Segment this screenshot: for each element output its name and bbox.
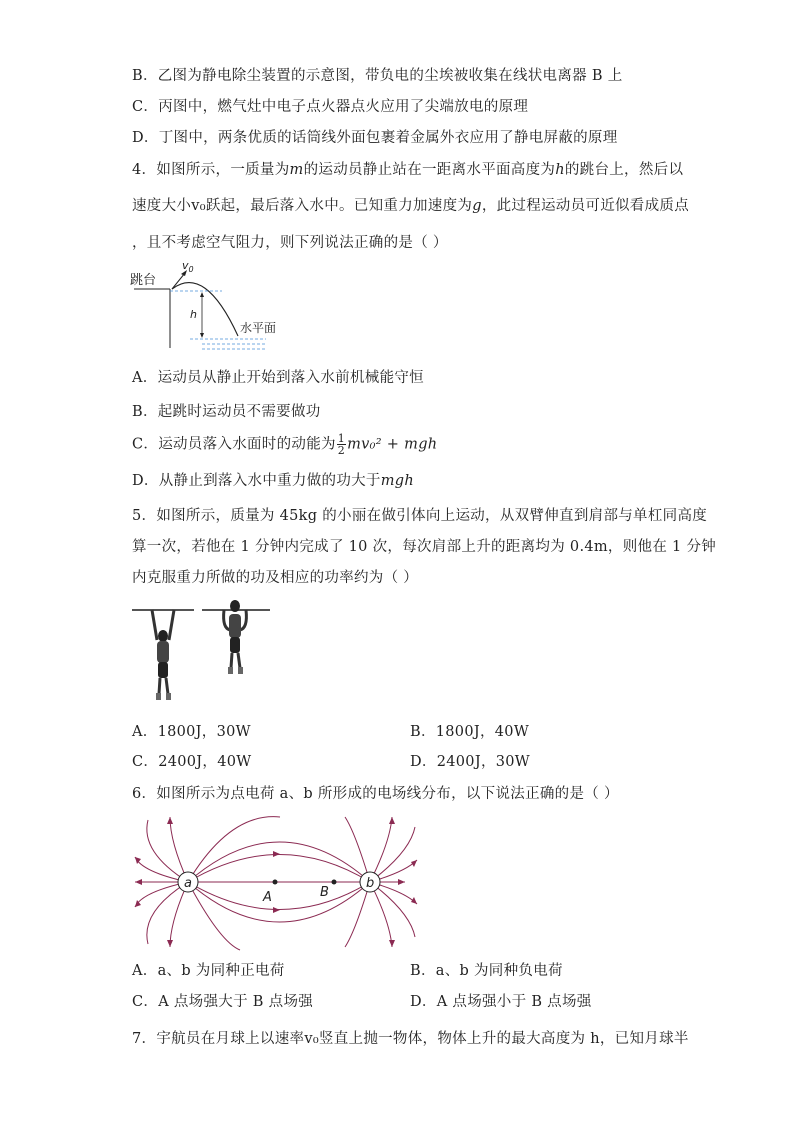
pull-up-figure [130,598,275,710]
q6-option-c: C．A 点场强大于 B 点场强 [132,994,314,1010]
q4-stem-line1: 4．如图所示，一质量为m的运动员静止站在一距离水平面高度为h的跳台上，然后以 [132,162,684,178]
q5-option-c: C．2400J，40W [132,754,252,770]
diving-platform-figure [130,256,280,356]
q3-option-b: B．乙图为静电除尘装置的示意图，带负电的尘埃被收集在线状电离器 B 上 [132,68,623,84]
symbol-h: h [555,162,565,178]
q4-option-b: B．起跳时运动员不需要做功 [132,404,321,420]
point-a-dot [273,880,278,885]
water-surface-label: 水平面 [240,321,277,335]
height-label: h [190,308,197,321]
q5-stem-line3: 内克服重力所做的功及相应的功率约为（ ） [132,570,419,586]
q3-option-d: D．丁图中，两条优质的话筒线外面包裹着金属外衣应用了静电屏蔽的原理 [132,130,618,146]
q4-option-d: D．从静止到落入水中重力做的功大于mgh [132,473,415,489]
fraction-one-half: $\frac{1}{2}$ [337,432,346,457]
symbol-m: m [289,162,304,178]
point-b-label: B [320,885,329,900]
girl-arms-straight [152,610,174,700]
point-a-label: A [263,890,272,905]
q4-option-a: A．运动员从静止开始到落入水前机械能守恒 [132,370,424,386]
trajectory-curve [172,283,238,336]
velocity-label: $v_0$ [182,259,194,274]
q5-option-a: A．1800J，30W [132,724,251,740]
symbol-g: g [472,198,482,214]
q5-option-d: D．2400J，30W [410,754,530,770]
q4-stem-line2: 速度大小v₀跃起，最后落入水中。已知重力加速度为g，此过程运动员可近似看成质点 [132,198,690,214]
girl-shoulders-at-bar [224,600,247,674]
q6-option-a: A．a、b 为同种正电荷 [132,963,285,979]
q4-stem-line3: ，且不考虑空气阻力，则下列说法正确的是（ ） [132,235,448,251]
charge-a-label: a [184,876,192,891]
symbol-v0: v₀ [191,198,206,214]
q3-option-c: C．丙图中，燃气灶中电子点火器点火应用了尖端放电的原理 [132,99,529,115]
q5-stem-line2: 算一次，若他在 1 分钟内完成了 10 次，每次肩部上升的距离均为 0.4m，则他在 1 分钟 [132,539,717,555]
q6-option-b: B．a、b 为同种负电荷 [410,963,563,979]
platform-label: 跳台 [130,273,157,288]
velocity-arrow [172,273,185,289]
point-b-dot [332,880,337,885]
q5-stem-line1: 5．如图所示，质量为 45kg 的小丽在做引体向上运动，从双臂伸直到肩部与单杠同高度 [132,508,708,524]
charge-b-label: b [366,876,375,891]
q7-stem-line1: 7．宇航员在月球上以速率v₀竖直上抛一物体，物体上升的最大高度为 h，已知月球半 [132,1031,689,1047]
electric-field-figure [130,812,420,952]
q5-option-b: B．1800J，40W [410,724,530,740]
q4-option-c: C．运动员落入水面时的动能为 $\frac{1}{2}$ mv₀² + mgh [132,432,438,457]
q6-option-d: D．A 点场强小于 B 点场强 [410,994,592,1010]
q6-stem: 6．如图所示为点电荷 a、b 所形成的电场线分布，以下说法正确的是（ ） [132,786,619,802]
